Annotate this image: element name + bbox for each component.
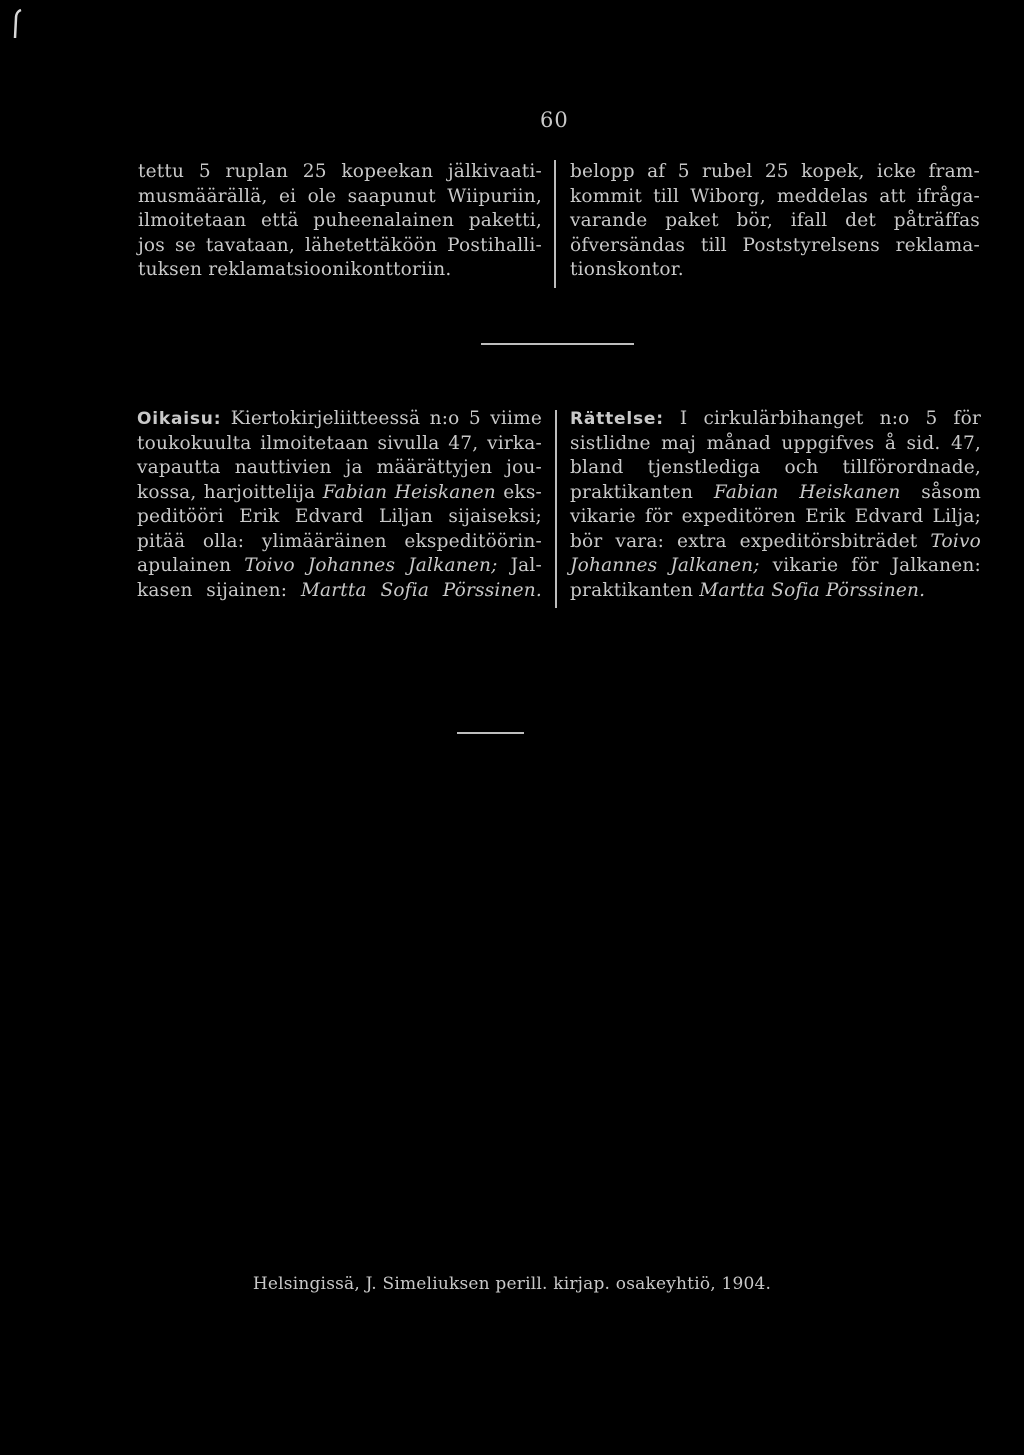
person-name: Fabian Heiskanen (713, 481, 901, 503)
text-line: sistlidne maj månad uppgifves å sid. 47, (570, 432, 981, 454)
person-name: Toivo Johannes Jalkanen; (244, 555, 498, 576)
column-divider-middle (555, 410, 557, 608)
swedish-notice-top (570, 160, 980, 283)
text-line (137, 579, 542, 604)
finnish-notice-top (138, 160, 542, 283)
printer-imprint: Helsingissä, J. Simeliuksen perill. kirjap. osakeyhtiö, 1904. (252, 1274, 772, 1294)
correction-heading-sv: Rättelse: (570, 409, 664, 429)
swedish-correction (570, 407, 981, 603)
column-divider-top (554, 160, 556, 288)
correction-heading-fi: Oikaisu: (137, 409, 222, 429)
text-fragment: såsom (921, 481, 981, 503)
finnish-correction (137, 407, 542, 603)
text-fragment: kossa, harjoittelija (137, 481, 316, 503)
text-fragment: kasen sijainen: (137, 579, 288, 601)
text-line: varande paket bör, ifall det påträffas (570, 210, 980, 231)
text-line: ilmoitetaan että puheenalainen paketti, (138, 210, 542, 231)
person-name: Martta Sofia Pörssinen. (699, 579, 926, 601)
corner-pen-mark (10, 8, 24, 44)
text-line (570, 554, 981, 579)
text-line (570, 481, 981, 506)
text-line: pitää olla: ylimääräinen ekspeditöörin- (137, 530, 542, 552)
text-fragment: I cirkulärbihanget n:o 5 för (679, 408, 981, 429)
text-line: öfversändas till Poststyrelsens reklama- (570, 234, 980, 256)
end-rule (457, 732, 524, 734)
text-line (570, 579, 981, 604)
text-line: jos se tavataan, lähetettäköön Postihalli- (138, 234, 542, 256)
text-line: belopp af 5 rubel 25 kopek, icke fram- (570, 161, 980, 182)
text-line (137, 481, 542, 506)
section-separator-rule (481, 343, 634, 345)
person-name: Fabian Heiskanen (322, 481, 496, 503)
text-line (137, 407, 542, 432)
text-line: tionskontor. (570, 259, 684, 280)
text-fragment: eks- (503, 481, 542, 503)
person-name: Martta Sofia Pörssinen. (300, 579, 542, 601)
page-number: 60 (540, 108, 569, 132)
text-line: vikarie för expeditören Erik Edvard Lilja; (570, 506, 981, 527)
text-fragment: Kiertokirjeliitteessä n:o 5 viime (230, 408, 542, 429)
text-line: peditööri Erik Edvard Liljan sijaiseksi; (137, 506, 542, 527)
text-fragment: praktikanten (570, 481, 694, 503)
text-fragment: vikarie för Jalkanen: (772, 555, 981, 576)
text-fragment: apulainen (137, 555, 232, 576)
text-line: vapautta nauttivien ja määrättyjen jou- (137, 457, 542, 478)
text-line: toukokuulta ilmoitetaan sivulla 47, virka- (137, 432, 542, 454)
text-line: tettu 5 ruplan 25 kopeekan jälkivaati- (138, 161, 542, 182)
text-line: tuksen reklamatsioonikonttoriin. (138, 259, 452, 280)
person-name: Toivo (930, 530, 981, 552)
text-line: kommit till Wiborg, meddelas att ifråga- (570, 185, 980, 207)
text-line (570, 530, 981, 555)
text-fragment: Jal- (510, 555, 542, 576)
text-line (137, 554, 542, 579)
person-name: Johannes Jalkanen; (570, 555, 760, 576)
text-fragment: praktikanten (570, 579, 694, 601)
text-fragment: bör vara: extra expeditörsbiträdet (570, 530, 918, 552)
text-line: bland tjenstlediga och tillförordnade, (570, 457, 981, 478)
text-line (570, 407, 981, 432)
text-line: musmäärällä, ei ole saapunut Wiipuriin, (138, 185, 542, 207)
